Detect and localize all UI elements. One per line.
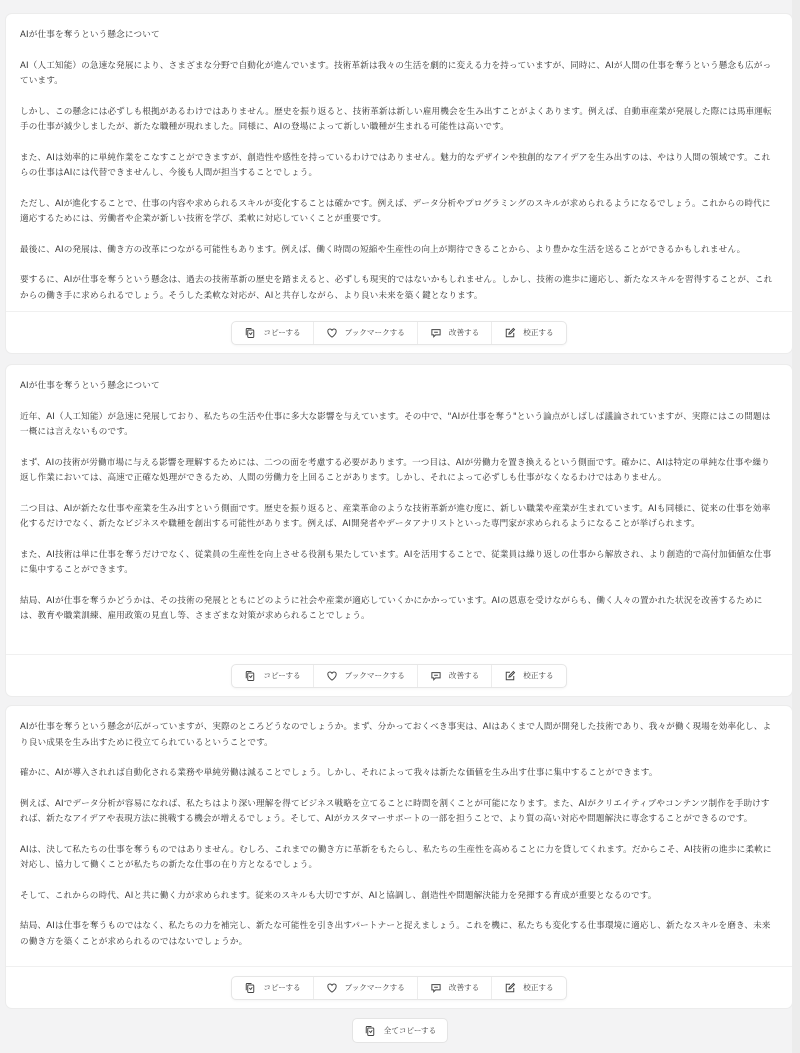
copy-all-button[interactable] <box>352 1018 448 1043</box>
paragraph: また、AI技術は単に仕事を奪うだけでなく、従業員の生産性を向上させる役割も果たしています。AIを活用することで、従業員は繰り返しの仕事から解放され、より創造的で高付加価値な仕事に集中することができます。 <box>20 549 772 575</box>
heart-icon <box>326 982 338 994</box>
card-actions <box>6 966 792 1008</box>
paragraph: 結局、AIは仕事を奪うものではなく、私たちの力を補完し、新たな可能性を引き出すパートナーと捉えましょう。これを機に、私たちも変化する仕事環境に適応し、新たなスキルを磨き、未来の働き方を築くことが求められるのではないでしょうか。 <box>20 921 771 947</box>
bookmark-label: ブックマークする <box>344 983 405 992</box>
bookmark-label: ブックマークする <box>344 328 405 337</box>
paragraph: 例えば、AIでデータ分析が容易になれば、私たちはより深い理解を得てビジネス戦略を立てることに時間を割くことが可能になります。また、AIがクリエイティブやコンテンツ制作を手助けすれば、新たなアイデアや表現方法に挑戦する機会が増えるでしょう。そして、AIがカスタマーサポートの一部を担うことで、より質の高い対応や問題解決に専念することができるのです。 <box>20 798 770 824</box>
paragraph: また、AIは効率的に単純作業をこなすことができますが、創造性や感性を持っているわけではありません。魅力的なデザインや独創的なアイデアを生み出すのは、やはり人間の領域です。これらの仕事はAIには代替できませんし、今後も人間が担当することでしょう。 <box>20 152 771 178</box>
copy-button[interactable] <box>232 322 313 344</box>
card-actions <box>6 311 792 353</box>
paragraph: 結局、AIが仕事を奪うかどうかは、その技術の発展とともにどのように社会や産業が適応していくかにかかっています。AIの恩恵を受けながらも、働く人々の置かれた状況を改善するためには、教育や職業訓練、雇用政策の見直し等、さまざまな対策が求められることでしょう。 <box>20 595 763 621</box>
improve-button[interactable] <box>418 322 492 344</box>
card-actions <box>6 654 792 696</box>
card-text <box>6 365 792 635</box>
improve-button[interactable] <box>418 665 492 687</box>
paragraph: 確かに、AIが導入されれば自動化される業務や単純労働は減ることでしょう。しかし、それによって我々は新たな価値を生み出す仕事に集中することができます。 <box>20 768 658 778</box>
result-card-1 <box>6 14 792 353</box>
scrollbar-track[interactable] <box>792 0 800 1053</box>
comment-icon <box>430 327 442 339</box>
paragraph: 二つ目は、AIが新たな仕事や産業を生み出すという側面です。歴史を振り返ると、産業革命のような技術革新が進む度に、新しい職業や産業が生まれています。AIも同様に、従来の仕事を効率化するだけでなく、新たなビジネスや職種を創出する可能性があります。例えば、AI開発者やデータアナリストといった専門家が求められるようになることが挙げられます。 <box>20 503 771 529</box>
copy-label: コピーする <box>263 983 301 992</box>
copy-label: コピーする <box>263 671 301 680</box>
copy-all-container <box>0 1018 800 1043</box>
proofread-button[interactable] <box>492 665 565 687</box>
copy-button[interactable] <box>232 665 313 687</box>
heart-icon <box>326 670 338 682</box>
result-card-3 <box>6 706 792 1008</box>
action-button-group <box>231 664 566 688</box>
card-title: AIが仕事を奪うという懸念について <box>20 381 160 391</box>
card-text <box>6 706 792 960</box>
bookmark-button[interactable] <box>314 665 418 687</box>
proofread-button[interactable] <box>492 977 565 999</box>
proofread-label: 校正する <box>523 671 554 680</box>
paragraph: しかし、この懸念には必ずしも根拠があるわけではありません。歴史を振り返ると、技術革新は新しい雇用機会を生み出すことがよくあります。例えば、自動車産業が発展した際には馬車運転手の仕事が減少しましたが、新たな職種が現れました。同様に、AIの登場によって新しい職種が生まれる可能性は高いです。 <box>20 106 772 132</box>
copy-icon <box>244 327 256 339</box>
bookmark-button[interactable] <box>314 322 418 344</box>
result-card-2 <box>6 365 792 696</box>
paragraph: まず、AIの技術が労働市場に与える影響を理解するためには、二つの面を考慮する必要があります。一つ目は、AIが労働力を置き換えるという側面です。確かに、AIは特定の単純な仕事や繰り返し作業においては、高速で正確な処理ができるため、人間の労働力を上回ることがあります。しかし、それによって必ずしも仕事がなくなるわけではありません。 <box>20 457 770 483</box>
action-button-group <box>231 976 566 1000</box>
copy-button[interactable] <box>232 977 313 999</box>
proofread-label: 校正する <box>523 328 554 337</box>
bookmark-label: ブックマークする <box>344 671 405 680</box>
paragraph: AIは、決して私たちの仕事を奪うものではありません。むしろ、これまでの働き方に革新をもたらし、私たちの生産性を高めることに力を貸してくれます。だからこそ、AI技術の進歩に柔軟に対応し、協力して働くことが私たちの新たな仕事の在り方となるでしょう。 <box>20 844 772 870</box>
paragraph: AIが仕事を奪うという懸念が広がっていますが、実際のところどうなのでしょうか。まず、分かっておくべき事実は、AIはあくまで人間が開発した技術であり、我々が働く現場を効率化し、より良い成果を生み出すために役立てられているということです。 <box>20 722 772 748</box>
card-text <box>6 14 792 314</box>
improve-label: 改善する <box>448 671 480 680</box>
paragraph: 最後に、AIの発展は、働き方の改革につながる可能性もあります。例えば、働く時間の短縮や生産性の向上が期待できることから、より豊かな生活を送ることができるかもしれません。 <box>20 244 746 255</box>
copy-all-label: 全てコピーする <box>383 1026 437 1035</box>
paragraph: 近年、AI（人工知能）が急速に発展しており、私たちの生活や仕事に多大な影響を与えています。その中で、"AIが仕事を奪う"という論点がしばしば議論されていますが、実際にはこの問題は一概には言えないものです。 <box>20 411 771 437</box>
improve-button[interactable] <box>418 977 492 999</box>
comment-icon <box>430 670 442 682</box>
edit-icon <box>504 327 516 339</box>
comment-icon <box>430 982 442 994</box>
copy-icon <box>364 1025 376 1037</box>
edit-icon <box>504 670 516 682</box>
proofread-label: 校正する <box>523 983 554 992</box>
improve-label: 改善する <box>448 983 480 992</box>
copy-icon <box>244 982 256 994</box>
copy-icon <box>244 670 256 682</box>
copy-label: コピーする <box>263 328 301 337</box>
action-button-group <box>231 321 566 345</box>
improve-label: 改善する <box>448 328 480 337</box>
card-title: AIが仕事を奪うという懸念について <box>20 30 160 40</box>
proofread-button[interactable] <box>492 322 565 344</box>
paragraph: そして、これからの時代、AIと共に働く力が求められます。従来のスキルも大切ですが、AIと協調し、創造性や問題解決能力を発揮する育成が重要となるのです。 <box>20 890 657 901</box>
paragraph: AI（人工知能）の急速な発展により、さまざまな分野で自動化が進んでいます。技術革新は我々の生活を劇的に変える力を持っていますが、同時に、AIが人間の仕事を奪うという懸念も広がっています。 <box>20 60 772 86</box>
edit-icon <box>504 982 516 994</box>
paragraph: ただし、AIが進化することで、仕事の内容や求められるスキルが変化することは確かです。例えば、データ分析やプログラミングのスキルが求められるようになるでしょう。これからの時代に適応するためには、労働者や企業が新しい技術を学び、柔軟に対応していくことが重要です。 <box>20 198 771 224</box>
paragraph: 要するに、AIが仕事を奪うという懸念は、過去の技術革新の歴史を踏まえると、必ずしも現実的ではないかもしれません。しかし、技術の進歩に適応し、新たなスキルを習得することが、これからの働き手に求められるでしょう。そうした柔軟な対応が、AIと共存しながら、より良い未来を築く鍵となります。 <box>20 275 773 301</box>
bookmark-button[interactable] <box>314 977 418 999</box>
heart-icon <box>326 327 338 339</box>
